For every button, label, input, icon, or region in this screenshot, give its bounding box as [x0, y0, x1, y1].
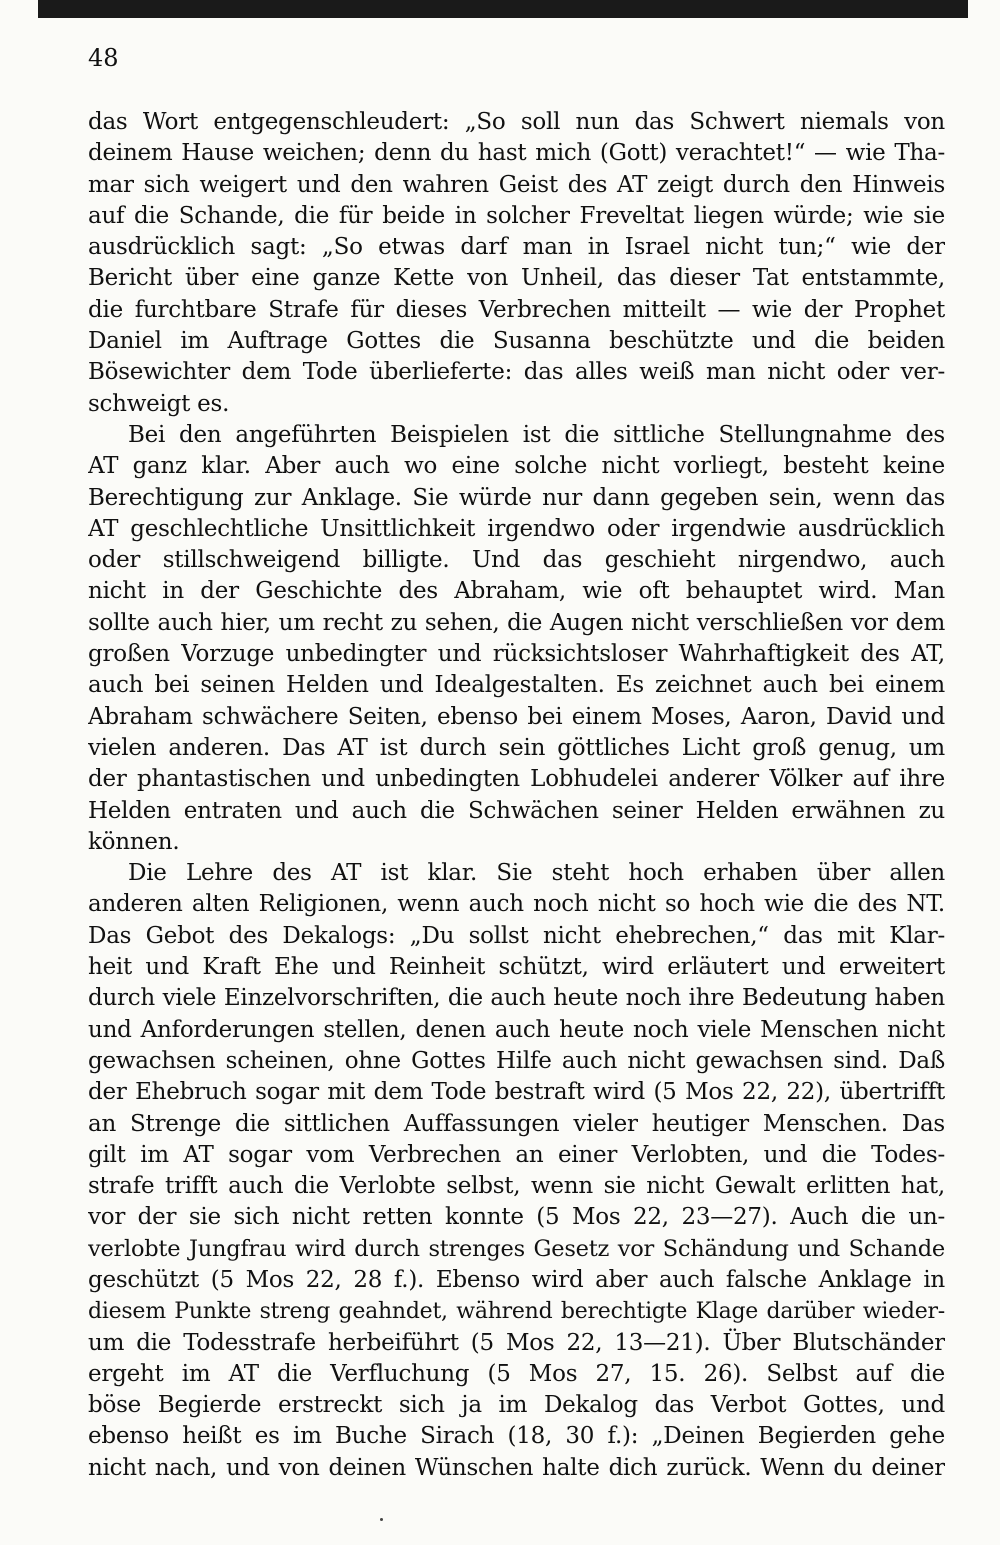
text-line: großen Vorzuge unbedingter und rücksichtsloser Wahrhaftigkeit des AT,: [88, 641, 945, 668]
text-line: böse Begierde erstreckt sich ja im Dekalog das Verbot Gottes, und: [88, 1392, 945, 1419]
text-line: Das Gebot des Dekalogs: „Du sollst nicht ehebrechen,“ das mit Klar-: [88, 922, 945, 949]
text-line: mar sich weigert und den wahren Geist des AT zeigt durch den Hinweis: [88, 171, 945, 198]
top-border-rule: [38, 0, 968, 18]
text-line: vielen anderen. Das AT ist durch sein göttliches Licht groß genug, um: [88, 734, 945, 761]
text-line: sollte auch hier, um recht zu sehen, die Augen nicht verschließen vor dem: [88, 609, 945, 636]
text-line: nicht nach, und von deinen Wünschen halte dich zurück. Wenn du deiner: [88, 1454, 945, 1481]
text-line: strafe trifft auch die Verlobte selbst, wenn sie nicht Gewalt erlitten hat,: [88, 1173, 945, 1200]
text-line: nicht in der Geschichte des Abraham, wie oft behauptet wird. Man: [88, 578, 945, 605]
page-number: 48: [88, 44, 119, 72]
text-line: können.: [88, 828, 180, 855]
ink-speck: [380, 1518, 383, 1521]
text-line: Die Lehre des AT ist klar. Sie steht hoch erhaben über allen: [128, 860, 945, 887]
text-line: an Strenge die sittlichen Auffassungen vieler heutiger Menschen. Das: [88, 1110, 945, 1137]
text-line: ausdrücklich sagt: „So etwas darf man in Israel nicht tun;“ wie der: [88, 234, 945, 261]
text-line: AT ganz klar. Aber auch wo eine solche nicht vorliegt, besteht keine: [88, 453, 945, 480]
text-line: Abraham schwächere Seiten, ebenso bei einem Moses, Aaron, David und: [88, 703, 945, 730]
text-line: um die Todesstrafe herbeiführt (5 Mos 22, 13—21). Über Blutschänder: [88, 1329, 945, 1356]
text-line: gilt im AT sogar vom Verbrechen an einer Verlobten, und die Todes-: [88, 1141, 945, 1168]
text-line: geschützt (5 Mos 22, 28 f.). Ebenso wird aber auch falsche Anklage in: [88, 1266, 945, 1293]
text-line: anderen alten Religionen, wenn auch noch nicht so hoch wie die des NT.: [88, 891, 945, 918]
text-line: vor der sie sich nicht retten konnte (5 Mos 22, 23—27). Auch die un-: [88, 1204, 945, 1231]
text-line: Bei den angeführten Beispielen ist die sittliche Stellungnahme des: [128, 421, 945, 448]
text-line: der phantastischen und unbedingten Lobhudelei anderer Völker auf ihre: [88, 766, 945, 793]
text-line: verlobte Jungfrau wird durch strenges Gesetz vor Schändung und Schande: [88, 1235, 945, 1262]
body-text: [88, 107, 945, 1484]
text-line: Bericht über eine ganze Kette von Unheil, das dieser Tat entstammte,: [88, 265, 945, 292]
text-line: oder stillschweigend billigte. Und das geschieht nirgendwo, auch: [88, 547, 945, 574]
text-line: Helden entraten und auch die Schwächen seiner Helden erwähnen zu: [88, 797, 945, 824]
text-line: auch bei seinen Helden und Idealgestalten. Es zeichnet auch bei einem: [88, 672, 945, 699]
text-line: und Anforderungen stellen, denen auch heute noch viele Menschen nicht: [88, 1016, 945, 1043]
text-line: Bösewichter dem Tode überlieferte: das alles weiß man nicht oder ver-: [88, 359, 945, 386]
text-line: ebenso heißt es im Buche Sirach (18, 30 f.): „Deinen Begierden gehe: [88, 1423, 945, 1450]
text-line: gewachsen scheinen, ohne Gottes Hilfe auch nicht gewachsen sind. Daß: [88, 1047, 945, 1074]
text-line: Daniel im Auftrage Gottes die Susanna beschützte und die beiden: [88, 328, 945, 355]
text-line: die furchtbare Strafe für dieses Verbrechen mitteilt — wie der Prophet: [88, 296, 945, 323]
text-line: diesem Punkte streng geahndet, während berechtigte Klage darüber wieder-: [88, 1299, 945, 1325]
text-line: der Ehebruch sogar mit dem Tode bestraft wird (5 Mos 22, 22), übertrifft: [88, 1079, 945, 1106]
text-line: heit und Kraft Ehe und Reinheit schützt, wird erläutert und erweitert: [88, 954, 945, 981]
text-line: das Wort entgegenschleudert: „So soll nun das Schwert niemals von: [88, 109, 945, 135]
text-line: durch viele Einzelvorschriften, die auch heute noch ihre Bedeutung haben: [88, 985, 945, 1012]
text-line: schweigt es.: [88, 390, 230, 417]
text-line: ergeht im AT die Verfluchung (5 Mos 27, 15. 26). Selbst auf die: [88, 1360, 945, 1387]
text-line: Berechtigung zur Anklage. Sie würde nur dann gegeben sein, wenn das: [88, 484, 945, 511]
text-line: AT geschlechtliche Unsittlichkeit irgendwo oder irgendwie ausdrücklich: [88, 515, 945, 542]
text-line: auf die Schande, die für beide in solcher Freveltat liegen würde; wie sie: [88, 202, 945, 229]
text-line: deinem Hause weichen; denn du hast mich (Gott) verachtet!“ — wie Tha-: [88, 140, 945, 167]
